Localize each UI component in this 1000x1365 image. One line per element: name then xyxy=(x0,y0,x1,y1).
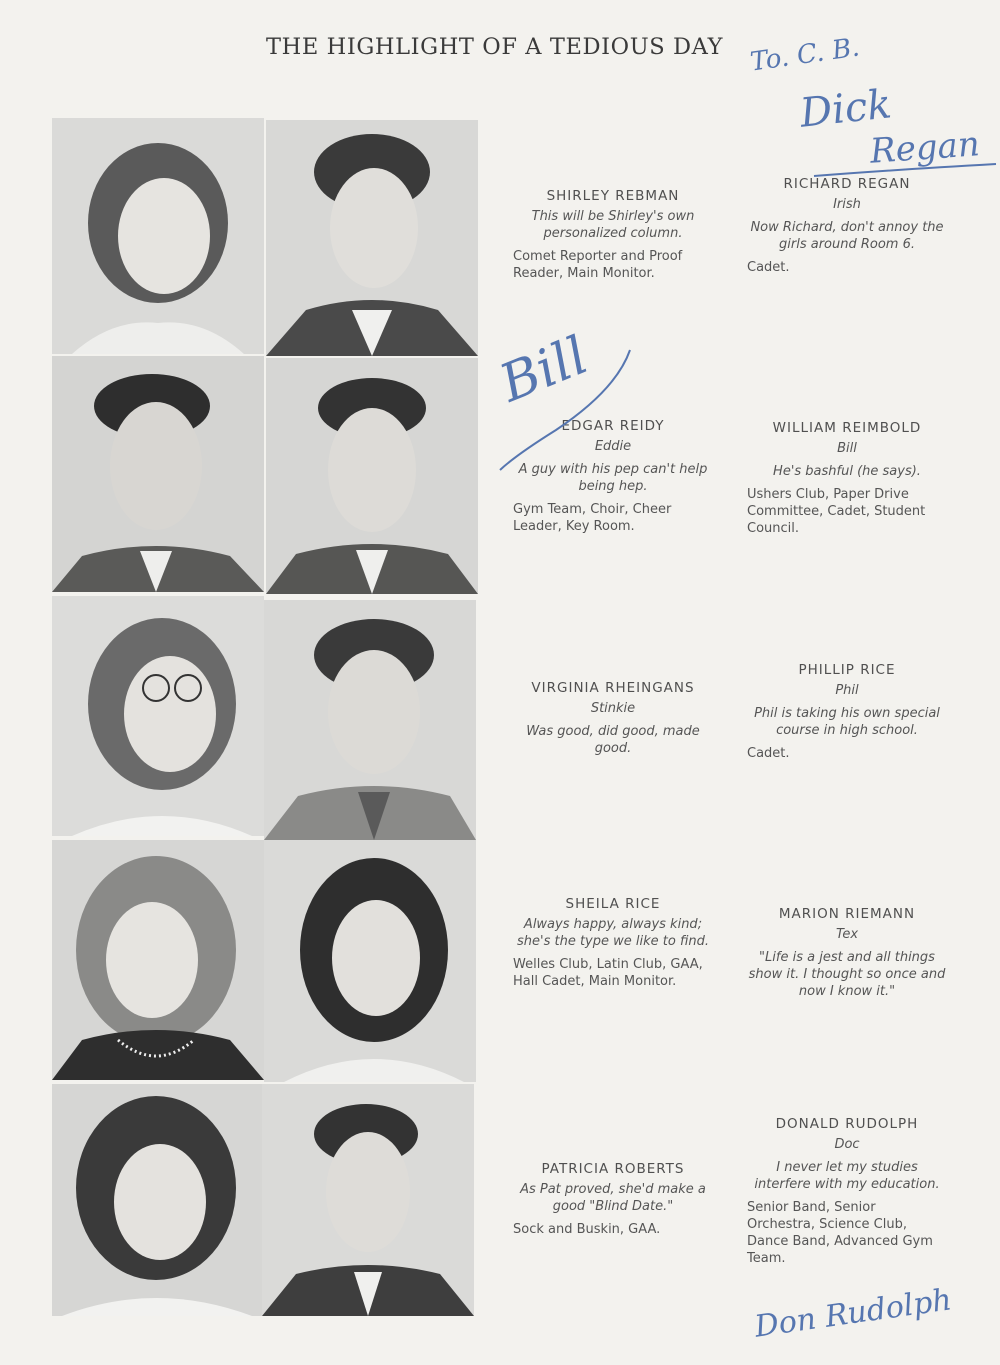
portrait-donald-rudolph xyxy=(262,1084,474,1316)
student-quote: "Life is a jest and all things show it. I thought so once and now I know it." xyxy=(748,950,946,999)
student-name: SHEILA RICE xyxy=(565,896,661,912)
student-nickname: Eddie xyxy=(594,439,632,454)
student-activities: Senior Band, Senior Orchestra, Science Club, Dance Band, Advanced Gym Team. xyxy=(747,1200,933,1266)
student-nickname: Doc xyxy=(834,1137,860,1152)
student-quote: Phil is taking his own special course in high school. xyxy=(754,706,940,738)
portrait-shirley-rebman xyxy=(52,118,264,354)
autograph-regan: Regan xyxy=(868,124,981,172)
student-name: WILLIAM REIMBOLD xyxy=(772,420,922,436)
portrait-phillip-rice xyxy=(264,600,476,840)
student-activities: Sock and Buskin, GAA. xyxy=(513,1222,661,1237)
student-activities: Comet Reporter and Proof Reader, Main Monitor. xyxy=(513,249,683,281)
student-quote: Always happy, always kind; she's the type we like to find. xyxy=(517,917,709,949)
student-name: VIRGINIA RHEINGANS xyxy=(531,680,695,696)
student-entry xyxy=(513,188,713,282)
student-nickname: Irish xyxy=(833,197,861,212)
student-name: DONALD RUDOLPH xyxy=(775,1116,919,1132)
portrait-marion-riemann xyxy=(264,840,476,1082)
portrait-richard-regan xyxy=(266,120,478,356)
student-name: RICHARD REGAN xyxy=(783,176,911,192)
portrait-william-reimbold xyxy=(266,358,478,594)
student-activities: Ushers Club, Paper Drive Committee, Cadet, Student Council. xyxy=(747,487,926,536)
student-entry xyxy=(747,1116,947,1267)
student-entry xyxy=(513,1161,713,1238)
student-activities: Gym Team, Choir, Cheer Leader, Key Room. xyxy=(513,502,672,534)
student-entry xyxy=(747,906,947,1006)
portrait-edgar-reidy xyxy=(52,356,264,592)
student-name: MARION RIEMANN xyxy=(778,906,916,922)
page-title: THE HIGHLIGHT OF A TEDIOUS DAY xyxy=(266,34,724,60)
portrait-sheila-rice xyxy=(52,840,264,1080)
student-entry xyxy=(747,662,947,762)
autograph-dedication: To. C. B. xyxy=(748,32,862,78)
student-quote: Was good, did good, made good. xyxy=(526,724,700,756)
student-name: EDGAR REIDY xyxy=(561,418,665,434)
student-nickname: Stinkie xyxy=(590,701,636,716)
portrait-patricia-roberts xyxy=(52,1084,262,1316)
student-nickname: Bill xyxy=(837,441,857,456)
student-activities: Cadet. xyxy=(747,260,790,275)
student-name: PHILLIP RICE xyxy=(798,662,896,678)
student-entry xyxy=(513,418,713,535)
student-quote: A guy with his pep can't help being hep. xyxy=(518,462,708,494)
student-entry xyxy=(513,680,713,763)
student-name: PATRICIA ROBERTS xyxy=(541,1161,685,1177)
autograph-bill: Bill xyxy=(491,325,597,415)
student-activities: Welles Club, Latin Club, GAA, Hall Cadet, Main Monitor. xyxy=(513,957,703,989)
student-nickname: Tex xyxy=(835,927,859,942)
student-entry xyxy=(747,176,947,276)
student-activities: Cadet. xyxy=(747,746,790,761)
student-entry xyxy=(747,420,947,537)
autograph-don-rudolph: Don Rudolph xyxy=(752,1282,954,1345)
student-nickname: Phil xyxy=(835,683,859,698)
student-quote: He's bashful (he says). xyxy=(773,464,921,479)
portrait-virginia-rheingans xyxy=(52,596,264,836)
student-quote: I never let my studies interfere with my education. xyxy=(754,1160,940,1192)
student-quote: This will be Shirley's own personalized column. xyxy=(531,209,695,241)
student-name: SHIRLEY REBMAN xyxy=(546,188,680,204)
autograph-dick: Dick xyxy=(797,81,894,137)
student-entry xyxy=(513,896,713,990)
student-quote: As Pat proved, she'd make a good "Blind Date." xyxy=(520,1182,706,1214)
student-quote: Now Richard, don't annoy the girls around Room 6. xyxy=(750,220,944,252)
